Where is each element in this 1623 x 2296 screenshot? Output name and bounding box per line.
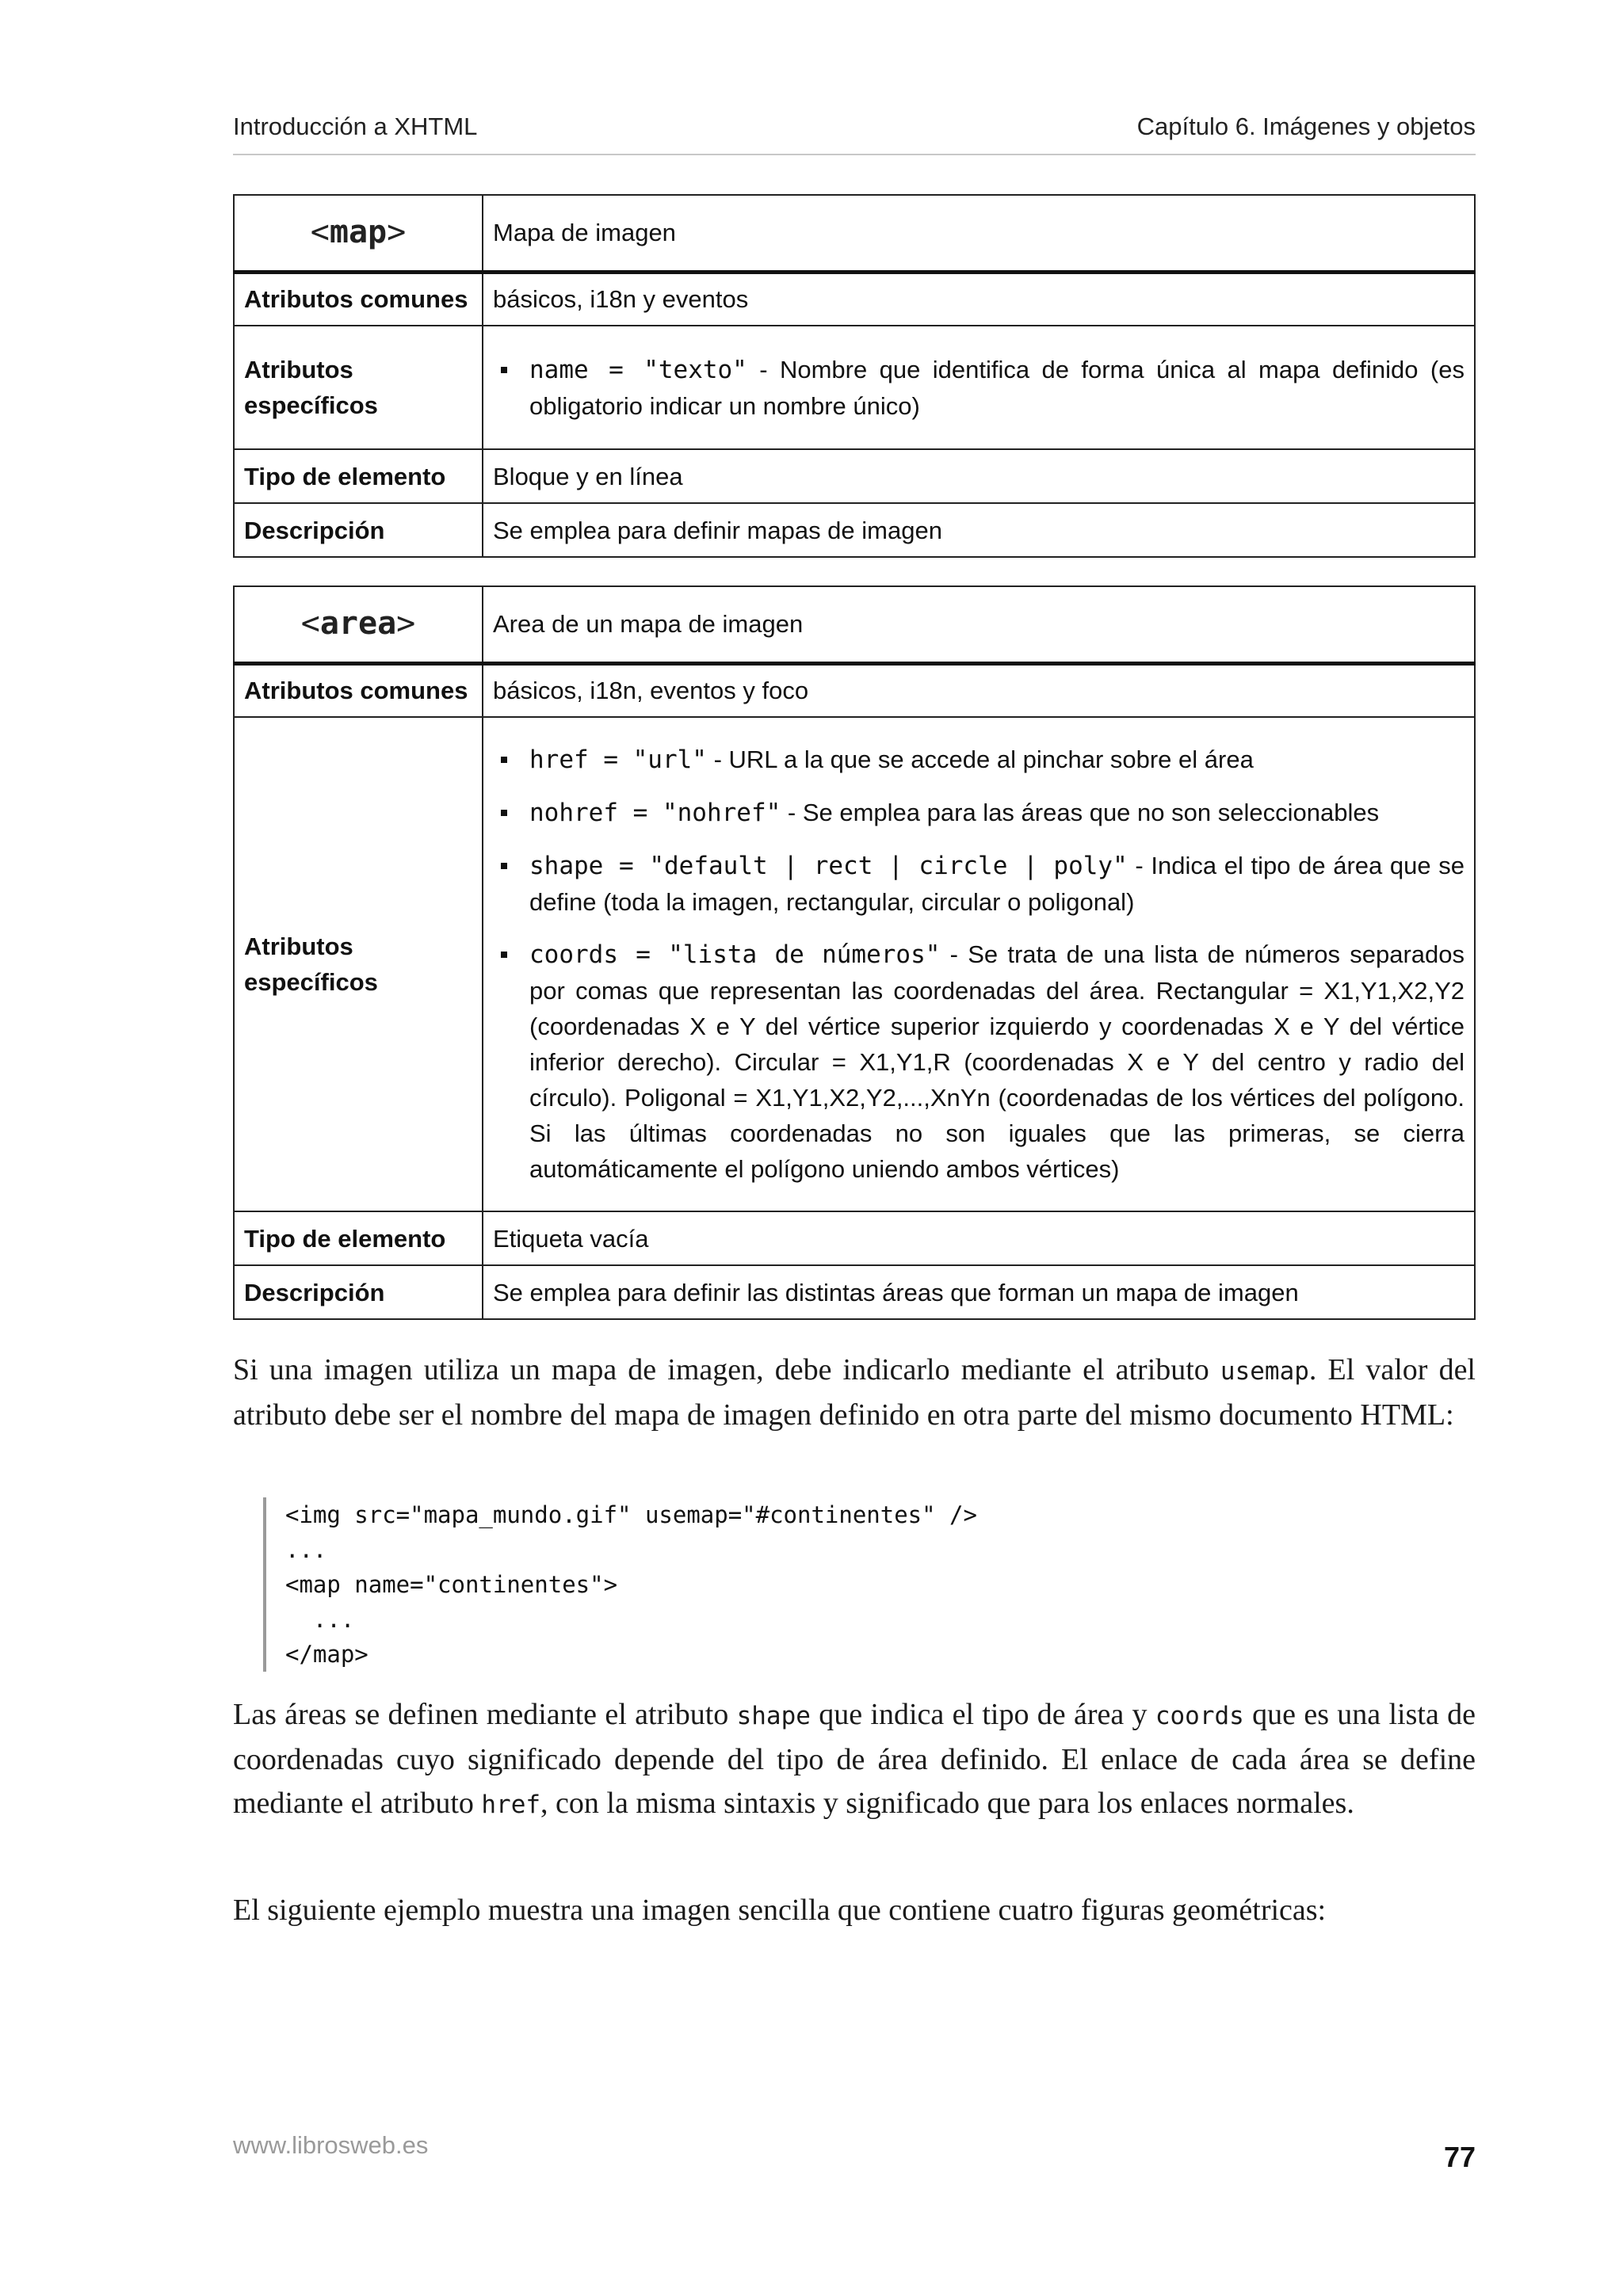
code-line: ... [285,1606,355,1633]
row-value: Bloque y en línea [483,449,1475,503]
list-item [493,795,1465,831]
row-label: Atributos comunes [234,272,483,326]
paragraph-text: que indica el tipo de área y [810,1698,1155,1731]
attribute-code: name = "texto" [529,355,747,384]
row-value [483,326,1475,449]
row-label: Atributos específicos [234,326,483,449]
inline-code: shape [736,1702,811,1730]
list-item [493,936,1465,1187]
attribute-list [493,352,1465,424]
code-line: </map> [285,1641,369,1668]
footer-site-link[interactable]: www.librosweb.es [233,2131,429,2159]
row-value: Etiqueta vacía [483,1211,1475,1265]
table-row [234,586,1475,663]
inline-code: usemap [1220,1357,1309,1386]
tag-summary: Mapa de imagen [483,195,1475,272]
table-row [234,1211,1475,1265]
table-row [234,195,1475,272]
tag-summary: Area de un mapa de imagen [483,586,1475,663]
paragraph-text: que es una lista de coordenadas cuyo significado depende del tipo de área definido. El enlace de cada área se define mediante el atributo [233,1698,1476,1820]
row-label: Tipo de elemento [234,449,483,503]
row-value [483,717,1475,1211]
body-paragraph-usemap [233,1348,1476,1437]
inline-code: href [481,1791,541,1819]
tag-name: map [329,214,388,251]
row-label: Atributos comunes [234,663,483,717]
row-label: Descripción [234,503,483,557]
header-book-title: Introducción a XHTML [233,113,478,140]
map-reference-table [233,194,1476,558]
row-value: Se emplea para definir las distintas áreas que forman un mapa de imagen [483,1265,1475,1319]
attribute-description: - Se trata de una lista de números separados por comas que representan las coordenadas del área. Rectangular = X1,Y1,X2,Y2 (coordenadas X e Y del vértice superior izquierdo y coordenadas X e Y del vértice inferior derecho). Circular = X1,Y1,R (coordenadas X e Y del centro y radio del círculo). Poligonal = X1,Y1,X2,Y2,...,XnYn (coordenadas de los vértices del polígono. Si las últimas coordenadas no son iguales que las primeras, se cierra automáticamente el polígono uniendo ambos vértices) [529,940,1465,1183]
paragraph-text: . El valor del atributo debe ser el nombre del mapa de imagen definido en otra parte del mismo documento HTML: [233,1353,1476,1432]
table-row [234,272,1475,326]
row-label: Descripción [234,1265,483,1319]
list-item [493,742,1465,778]
list-item [493,352,1465,424]
paragraph-text: , con la misma sintaxis y significado que para los enlaces normales. [540,1787,1354,1820]
code-line: <map name="continentes"> [285,1571,618,1598]
inline-code: coords [1155,1702,1244,1730]
paragraph-text: Las áreas se definen mediante el atributo [233,1698,737,1731]
body-paragraph-example-intro: El siguiente ejemplo muestra una imagen sencilla que contiene cuatro figuras geométricas: [233,1894,1327,1927]
table-row [234,503,1475,557]
list-item [493,848,1465,920]
row-value: básicos, i18n, eventos y foco [483,663,1475,717]
header-chapter-title: Capítulo 6. Imágenes y objetos [1136,113,1476,140]
table-row [234,717,1475,1211]
code-line: ... [285,1536,327,1563]
table-row [234,449,1475,503]
attribute-code: nohref = "nohref" [529,799,781,827]
table-row [234,326,1475,449]
page-header [233,109,1476,155]
code-example [263,1497,1395,1672]
attribute-code: href = "url" [529,746,707,774]
row-label: Atributos específicos [234,717,483,1211]
code-line: <img src="mapa_mundo.gif" usemap="#continentes" /> [285,1501,977,1528]
table-row [234,1265,1475,1319]
attribute-list [493,742,1465,1187]
tag-name-cell: <area> [234,586,483,663]
attribute-description: - Indica el tipo de área que se define (toda la imagen, rectangular, circular o poligonal) [529,852,1465,916]
page-number: 77 [1443,2141,1476,2173]
attribute-description: - URL a la que se accede al pinchar sobre el área [706,746,1254,773]
row-value: básicos, i18n y eventos [483,272,1475,326]
attribute-code: shape = "default | rect | circle | poly" [529,852,1128,880]
tag-name-cell: <map> [234,195,483,272]
tag-name: area [319,605,397,643]
paragraph-text: Si una imagen utiliza un mapa de imagen, debe indicarlo mediante el atributo [233,1353,1220,1386]
row-label: Tipo de elemento [234,1211,483,1265]
attribute-code: coords = "lista de números" [529,940,941,969]
attribute-description: - Nombre que identifica de forma única al mapa definido (es obligatorio indicar un nombre único) [529,355,1465,420]
body-paragraph-shape-coords [233,1693,1476,1827]
attribute-description: - Se emplea para las áreas que no son seleccionables [781,799,1380,826]
table-row [234,663,1475,717]
row-value: Se emplea para definir mapas de imagen [483,503,1475,557]
area-reference-table [233,585,1476,1320]
